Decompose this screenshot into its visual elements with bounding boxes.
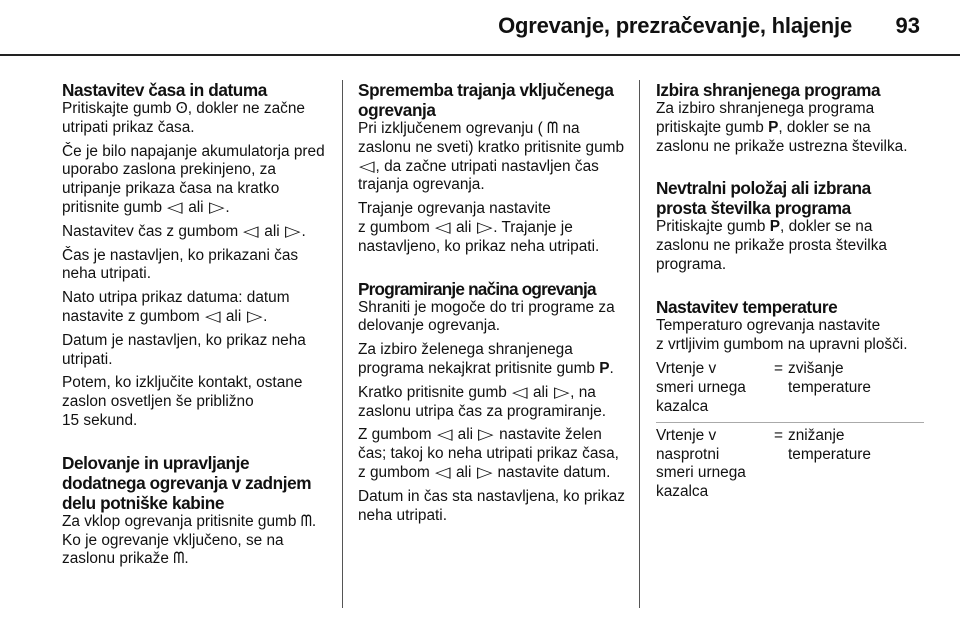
text: Z gumbom: [358, 426, 436, 444]
paragraph: [62, 374, 330, 430]
left-arrow-icon: ◁: [204, 307, 221, 325]
text: , da začne utripati nastavljen čas trajanja ogrevanja.: [358, 157, 599, 194]
table-cell-direction: Vrtenje v smeri urnega kazalca: [656, 360, 746, 415]
right-arrow-icon: ▷: [478, 426, 494, 444]
text: ali: [451, 218, 476, 236]
table-cell-effect: zvišanje temperature: [788, 360, 871, 397]
paragraph: [656, 100, 924, 156]
text: , dokler ne začne utripati prikaz časa.: [62, 100, 305, 136]
text: .: [609, 359, 614, 377]
left-arrow-icon: ◁: [167, 198, 183, 216]
page-title: Ogrevanje, prezračevanje, hlajenje: [498, 13, 852, 38]
table-cell-equals: =: [774, 426, 783, 444]
text: Nastavitev čas z gumbom: [62, 222, 243, 240]
text: Trajanje ogrevanja nastavite: [358, 200, 551, 218]
page-header: [0, 0, 960, 62]
text: Pritiskajte gumb: [656, 218, 770, 236]
paragraph: [62, 513, 330, 569]
text: pritisnite gumb: [62, 198, 167, 216]
text: ali: [528, 383, 553, 401]
text: ali: [221, 307, 246, 325]
text: 15 sekund.: [62, 411, 138, 429]
section-temperature: [656, 297, 924, 507]
p-button-label: P: [769, 218, 781, 236]
text: Temperaturo ogrevanja nastavite: [656, 316, 881, 334]
paragraph: [62, 100, 330, 138]
right-arrow-icon: ▷: [246, 307, 263, 325]
paragraph: [62, 143, 330, 218]
text: Delovanje in upravljanje: [62, 452, 250, 473]
left-arrow-icon: ◁: [435, 463, 451, 481]
text: .: [263, 307, 268, 325]
paragraph: [62, 289, 330, 327]
table-cell-direction: Vrtenje v nasprotni smeri urnega kazalca: [656, 426, 746, 501]
heading-rear-heating: [62, 453, 330, 513]
text: Za vklop ogrevanja pritisnite gumb: [62, 512, 301, 530]
text: .: [301, 222, 306, 240]
text: Nato utripa prikaz datuma: datum nastavite z gumbom: [62, 289, 290, 325]
text: . Trajanje je nastavljeno, ko prikaz neha utripati.: [358, 218, 600, 255]
right-arrow-icon: ▷: [476, 463, 493, 481]
text: nastavite datum.: [493, 463, 611, 481]
p-button-label: P: [599, 359, 610, 377]
paragraph: [656, 218, 924, 274]
paragraph: [358, 341, 626, 379]
text: Če je bilo napajanje akumulatorja pred uporabo zaslona prekinjeno, za utripanje prikaza časa na kratko: [62, 142, 325, 198]
column-divider: [639, 80, 640, 608]
section-time-date: [62, 80, 330, 431]
text: . Ko je ogrevanje vključeno, se na zaslonu prikaže: [62, 512, 317, 568]
text: ali: [260, 222, 284, 240]
section-select-program: [656, 80, 924, 156]
paragraph: Čas je nastavljen, ko prikazani čas neha utripati.: [62, 246, 299, 283]
paragraph: [358, 384, 626, 422]
text: .: [225, 198, 230, 216]
text: z gumbom: [358, 218, 435, 236]
text: nastavite želen čas; takoj ko neha utripati prikaz časa, z gumbom: [358, 426, 619, 481]
text: , dokler se na zaslonu ne prikaže ustrezna številka.: [656, 118, 908, 155]
text: delu potniške kabine: [62, 492, 225, 513]
clock-icon: ʘ: [175, 100, 188, 117]
column-1: [62, 80, 330, 574]
heating-icon: ᗰ: [300, 512, 312, 530]
section-neutral-position: [656, 178, 924, 274]
paragraph: [62, 223, 330, 242]
paragraph: [358, 120, 626, 195]
heading-time-date: Nastavitev časa in datuma: [62, 80, 267, 100]
text: , dokler se na zaslonu ne prikaže prosta številka programa.: [656, 218, 887, 273]
text: Potem, ko izključite kontakt, ostane zaslon osvetljen še približno: [62, 374, 303, 411]
text: ali: [453, 426, 478, 444]
text: na zaslonu ne sveti) kratko pritisnite gumb: [358, 120, 625, 156]
paragraph: [358, 200, 626, 256]
table-cell-equals: =: [774, 360, 783, 378]
paragraph: [656, 317, 924, 355]
heading-select-program: Izbira shranjenega programa: [656, 80, 881, 100]
section-duration: [358, 80, 626, 257]
text: Za izbiro želenega shranjenega programa nekajkrat pritisnite gumb: [358, 341, 600, 377]
text: Za izbiro shranjenega programa pritiskajte gumb: [656, 100, 875, 136]
text: ali: [183, 198, 208, 216]
header-rule: [0, 54, 960, 56]
right-arrow-icon: ▷: [476, 218, 493, 236]
text: ali: [451, 463, 476, 481]
heading-neutral-position: Nevtralni položaj ali izbrana prosta številka programa: [656, 178, 871, 219]
right-arrow-icon: ▷: [284, 222, 301, 240]
right-arrow-icon: ▷: [208, 198, 225, 216]
paragraph: Datum je nastavljen, ko prikaz neha utripati.: [62, 331, 306, 368]
p-button-label: P: [768, 118, 779, 136]
text: Kratko pritisnite gumb: [358, 383, 512, 401]
text: dodatnega ogrevanja v zadnjem: [62, 472, 312, 493]
left-arrow-icon: ◁: [243, 222, 260, 240]
heading-programming: Programiranje načina ogrevanja: [358, 278, 596, 299]
heading-temperature: Nastavitev temperature: [656, 296, 838, 317]
column-3: [656, 80, 924, 507]
heating-icon: ᗰ: [547, 120, 559, 137]
table-cell-effect: znižanje temperature: [788, 426, 871, 463]
table-divider: [656, 422, 924, 423]
column-2: [358, 80, 626, 530]
text: , na zaslonu utripa čas za programiranje.: [358, 383, 607, 420]
paragraph: Shraniti je mogoče do tri programe za delovanje ogrevanja.: [358, 298, 615, 335]
text: Pritiskajte gumb: [62, 100, 176, 117]
heading-duration: Sprememba trajanja vključenega ogrevanja: [358, 80, 614, 120]
right-arrow-icon: ▷: [553, 383, 570, 401]
left-arrow-icon: ◁: [435, 218, 451, 236]
left-arrow-icon: ◁: [358, 157, 375, 175]
text: z vrtljivim gumbom na upravni plošči.: [656, 335, 908, 353]
page-number: 93: [895, 13, 920, 38]
text: .: [184, 550, 189, 568]
column-divider: [342, 80, 343, 608]
left-arrow-icon: ◁: [436, 426, 453, 444]
left-arrow-icon: ◁: [512, 383, 528, 401]
section-rear-heating: [62, 453, 330, 569]
text: Pri izključenem ogrevanju (: [358, 120, 548, 137]
temperature-table: [656, 360, 924, 507]
section-programming: [358, 279, 626, 526]
heating-icon: ᗰ: [173, 550, 185, 568]
paragraph: Datum in čas sta nastavljena, ko prikaz neha utripati.: [358, 487, 625, 524]
paragraph: [358, 426, 626, 482]
